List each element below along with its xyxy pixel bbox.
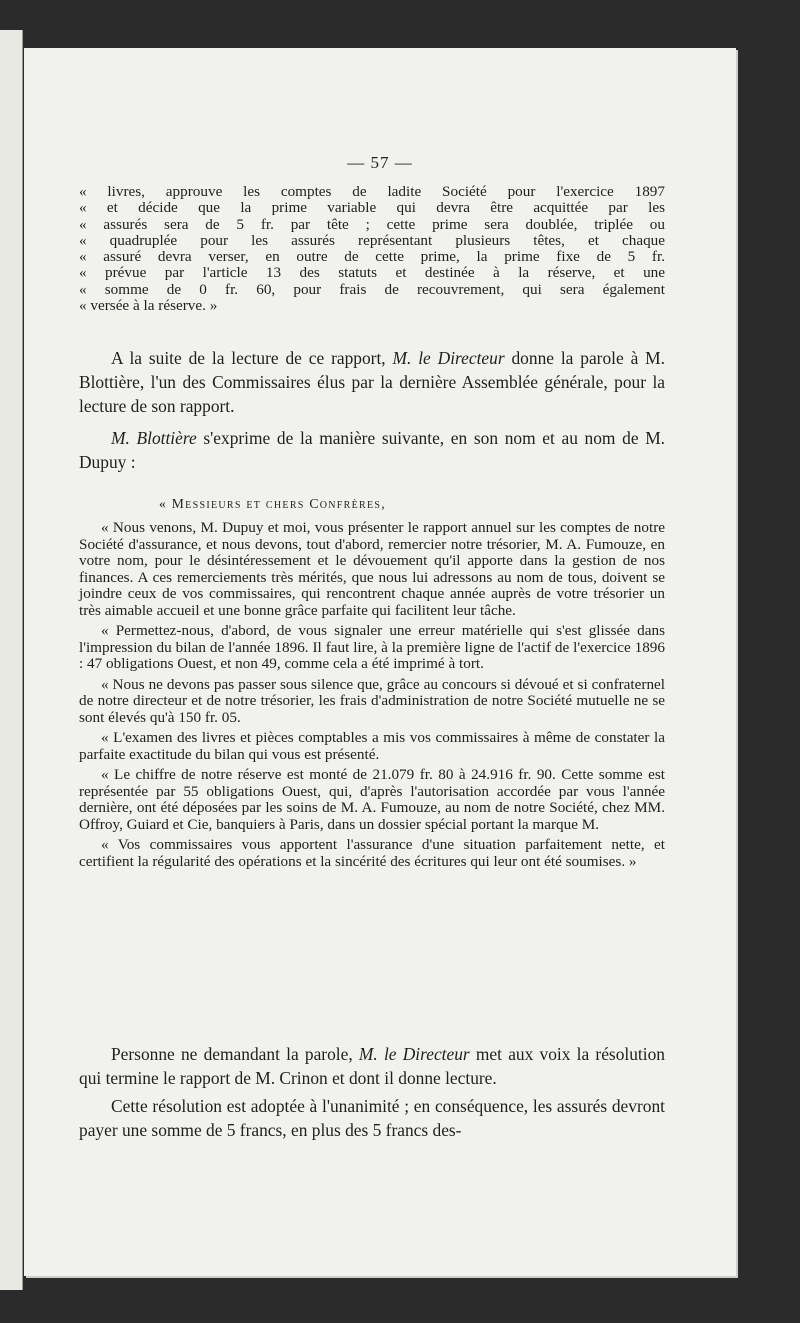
speaker-name: M. le Directeur	[358, 1044, 470, 1064]
report-paragraph: « Nous ne devons pas passer sous silence que, grâce au concours si dévoué et si confraternel de notre directeur et de notre trésorier, les frais d'administration de notre Société mutuelle ne se sont élevés qu'à 150 fr. 05.	[79, 675, 665, 726]
paragraph-vote	[79, 1042, 665, 1090]
paragraph-text: s'exprime de la manière suivante, en son nom et au nom de M. Dupuy :	[79, 428, 666, 472]
quoted-resolution	[79, 184, 665, 314]
document-page	[24, 48, 736, 1276]
quote-line: « prévue par l'article 13 des statuts et destinée à la réserve, et une	[79, 265, 665, 282]
speaker-name: M. le Directeur	[392, 348, 505, 368]
paragraph-text: met aux voix la résolution qui termine le rapport de M. Crinon et dont il donne lecture.	[79, 1044, 665, 1088]
paragraph-blottiere-speaks	[79, 426, 665, 474]
salutation: « Messieurs et chers Confrères,	[159, 496, 386, 511]
paragraph-text: A la suite de la lecture de ce rapport,	[111, 348, 386, 368]
report-paragraph: « Nous venons, M. Dupuy et moi, vous présenter le rapport annuel sur les comptes de notre Société d'assurance, et nous devons, tout d'abord, remercier notre trésorier, M. A. Fumouze, en votre nom, pour le désintéressement et le dévouement qu'il apporte dans la gestion de nos finances. A ces remerciements très mérités, que nous lui adressons au nom de tous, doivent se joindre ceux de vos commissaires, qui rencontrent chaque année auprès de votre trésorier un très aimable accueil et une bonne grâce parfaite qui facilitent leur tâche.	[79, 519, 665, 619]
paragraph-adoption: Cette résolution est adoptée à l'unanimité ; en conséquence, les assurés devront payer une somme de 5 francs, en plus des 5 francs des-	[79, 1096, 665, 1140]
paragraph-text: Personne ne demandant la parole,	[111, 1044, 353, 1064]
quote-line: « somme de 0 fr. 60, pour frais de recouvrement, qui sera également	[79, 281, 665, 298]
report-paragraph: « L'examen des livres et pièces comptables a mis vos commissaires à même de constater la parfaite exactitude du bilan qui vous est présenté.	[79, 729, 665, 763]
paragraph-text: donne la parole à M. Blottière, l'un des Commissaires élus par la dernière Assemblée générale, pour la lecture de son rapport.	[79, 348, 665, 416]
quote-line: « assuré devra verser, en outre de cette prime, la prime fixe de 5 fr.	[79, 249, 665, 266]
quote-line: « et décide que la prime variable qui devra être acquittée par les	[79, 200, 665, 217]
report-paragraph: « Vos commissaires vous apportent l'assurance d'une situation parfaitement nette, et certifient la régularité des opérations et la sincérité des écritures qui leur ont été soumises. »	[79, 836, 665, 870]
speaker-name: M. Blottière	[111, 428, 197, 448]
previous-page-edge	[0, 30, 23, 1290]
report-paragraph: « Permettez-nous, d'abord, de vous signaler une erreur matérielle qui s'est glissée dans l'impression du bilan de l'année 1896. Il faut lire, à la première ligne de l'actif de l'exercice 1896 : 47 obligations Ouest, et non 49, comme cela a été imprimé à tort.	[79, 622, 665, 672]
quote-line: « versée à la réserve. »	[79, 298, 218, 315]
quote-line: « quadruplée pour les assurés représentant plusieurs têtes, et chaque	[79, 232, 665, 249]
commissioners-report	[79, 520, 665, 874]
quote-line: « assurés sera de 5 fr. par tête ; cette prime sera doublée, triplée ou	[79, 216, 665, 233]
paragraph-directeur-gives-floor	[79, 346, 665, 418]
report-paragraph: « Le chiffre de notre réserve est monté de 21.079 fr. 80 à 24.916 fr. 90. Cette somme est représentée par 55 obligations Ouest, qui, d'après l'autorisation accordée par vous l'année dernière, ont été déposées par les soins de M. A. Fumouze, au nom de notre Société, chez MM. Offroy, Guiard et Cie, banquiers à Paris, dans un dossier spécial portant la marque M.	[79, 766, 665, 833]
page-number: — 57 —	[347, 153, 413, 172]
quote-line: « livres, approuve les comptes de ladite Société pour l'exercice 1897	[79, 184, 665, 200]
closing-paragraphs	[79, 1042, 665, 1146]
